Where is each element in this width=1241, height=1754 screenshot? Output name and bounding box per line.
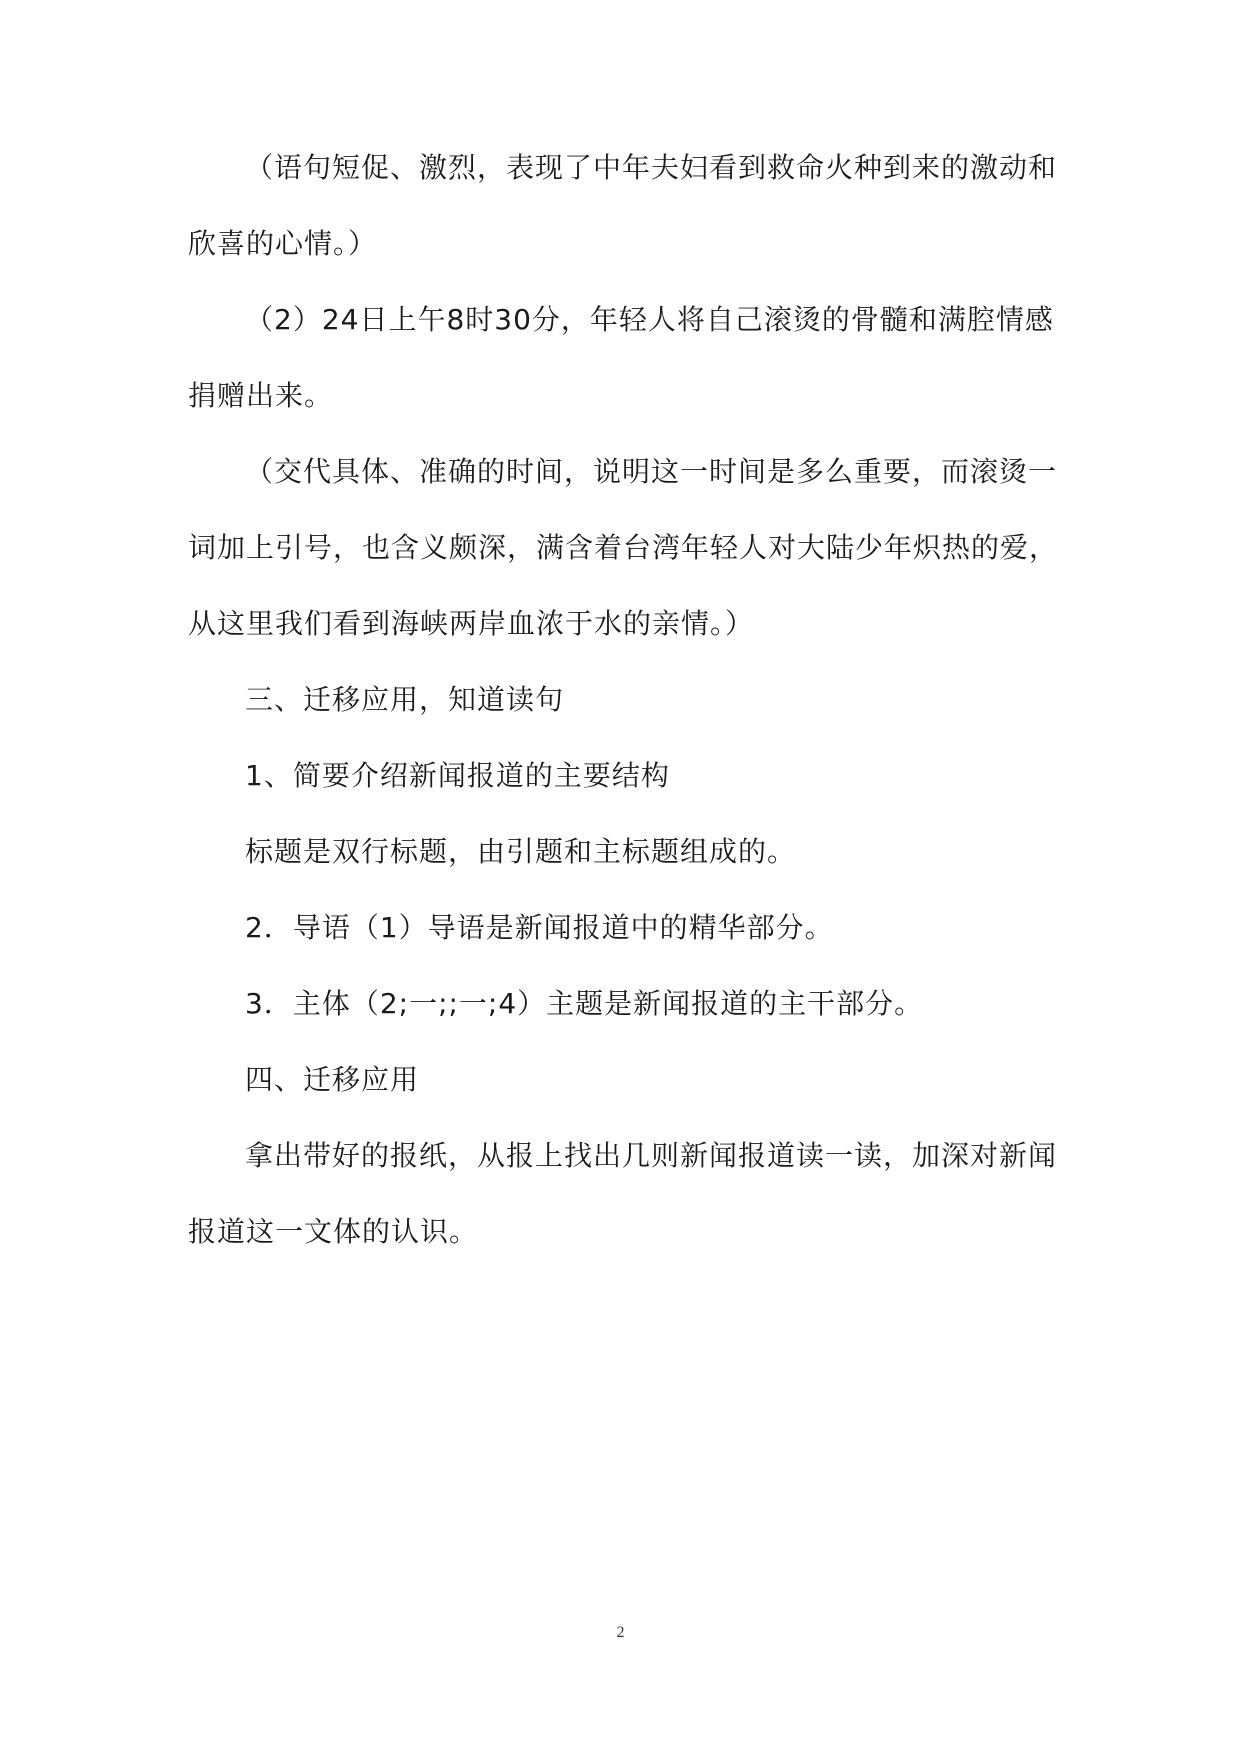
paragraph-example-2: （2）24日上午8时30分，年轻人将自己滚烫的骨髓和满腔情感捐赠出来。 bbox=[188, 303, 1054, 412]
page-number: 2 bbox=[616, 1624, 625, 1641]
paragraph-sentence-analysis: （语句短促、激烈，表现了中年夫妇看到救命火种到来的激动和欣喜的心情。） bbox=[188, 151, 1058, 260]
document-body bbox=[188, 130, 1058, 1270]
list-item-lead: 2．导语（1）导语是新闻报道中的精华部分。 bbox=[245, 911, 834, 944]
list-item-structure-intro: 1、简要介绍新闻报道的主要结构 bbox=[245, 759, 670, 792]
list-item-body: 3．主体（2;一;;一;4）主题是新闻报道的主干部分。 bbox=[245, 987, 924, 1020]
section-heading-3: 三、迁移应用，知道读句 bbox=[245, 683, 565, 716]
section-heading-4: 四、迁移应用 bbox=[245, 1063, 420, 1096]
paragraph-assignment: 拿出带好的报纸，从报上找出几则新闻报道读一读，加深对新闻报道这一文体的认识。 bbox=[188, 1139, 1058, 1248]
paragraph-time-analysis: （交代具体、准确的时间，说明这一时间是多么重要，而滚烫一词加上引号，也含义颇深，满含着台湾年轻人对大陆少年炽热的爱，从这里我们看到海峡两岸血浓于水的亲情。） bbox=[188, 455, 1059, 640]
paragraph-title-note: 标题是双行标题，由引题和主标题组成的。 bbox=[245, 835, 797, 868]
